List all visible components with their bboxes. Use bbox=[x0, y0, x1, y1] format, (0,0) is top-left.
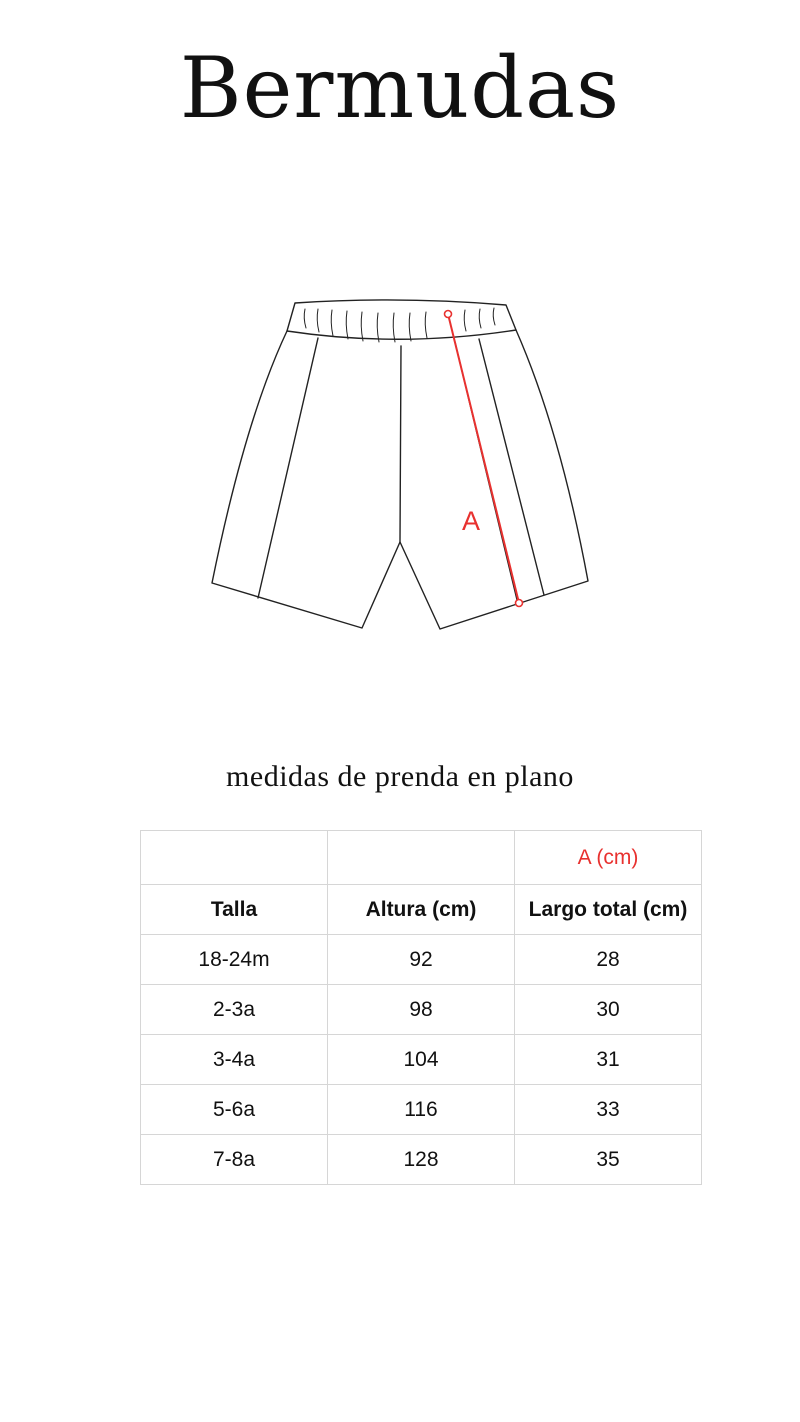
cell-largo: 31 bbox=[515, 1035, 702, 1085]
header-largo-total: Largo total (cm) bbox=[515, 885, 702, 935]
shorts-technical-drawing bbox=[0, 280, 800, 660]
header-altura: Altura (cm) bbox=[328, 885, 515, 935]
cell-talla: 2-3a bbox=[141, 985, 328, 1035]
cell-altura: 104 bbox=[328, 1035, 515, 1085]
table-row bbox=[141, 1085, 702, 1135]
cell-altura: 128 bbox=[328, 1135, 515, 1185]
group-header-row bbox=[141, 831, 702, 885]
cell-largo: 30 bbox=[515, 985, 702, 1035]
table-row bbox=[141, 985, 702, 1035]
table-row bbox=[141, 935, 702, 985]
cell-altura: 116 bbox=[328, 1085, 515, 1135]
cell-altura: 98 bbox=[328, 985, 515, 1035]
cell-largo: 28 bbox=[515, 935, 702, 985]
group-header-cell bbox=[141, 831, 328, 885]
center-seam bbox=[400, 346, 401, 542]
measurement-label-a: A bbox=[461, 506, 481, 536]
cell-talla: 18-24m bbox=[141, 935, 328, 985]
table-row bbox=[141, 1135, 702, 1185]
measurements-subtitle: medidas de prenda en plano bbox=[226, 760, 574, 793]
column-header-row bbox=[141, 885, 702, 935]
waistband-outline bbox=[287, 300, 516, 339]
group-header-a-cm: A (cm) bbox=[515, 831, 702, 885]
cell-altura: 92 bbox=[328, 935, 515, 985]
page-title: Bermudas bbox=[179, 39, 621, 137]
cell-talla: 7-8a bbox=[141, 1135, 328, 1185]
table-row bbox=[141, 1035, 702, 1085]
cell-largo: 35 bbox=[515, 1135, 702, 1185]
header-talla: Talla bbox=[141, 885, 328, 935]
group-header-cell bbox=[328, 831, 515, 885]
cell-talla: 3-4a bbox=[141, 1035, 328, 1085]
size-table bbox=[140, 830, 702, 1185]
cell-largo: 33 bbox=[515, 1085, 702, 1135]
cell-talla: 5-6a bbox=[141, 1085, 328, 1135]
